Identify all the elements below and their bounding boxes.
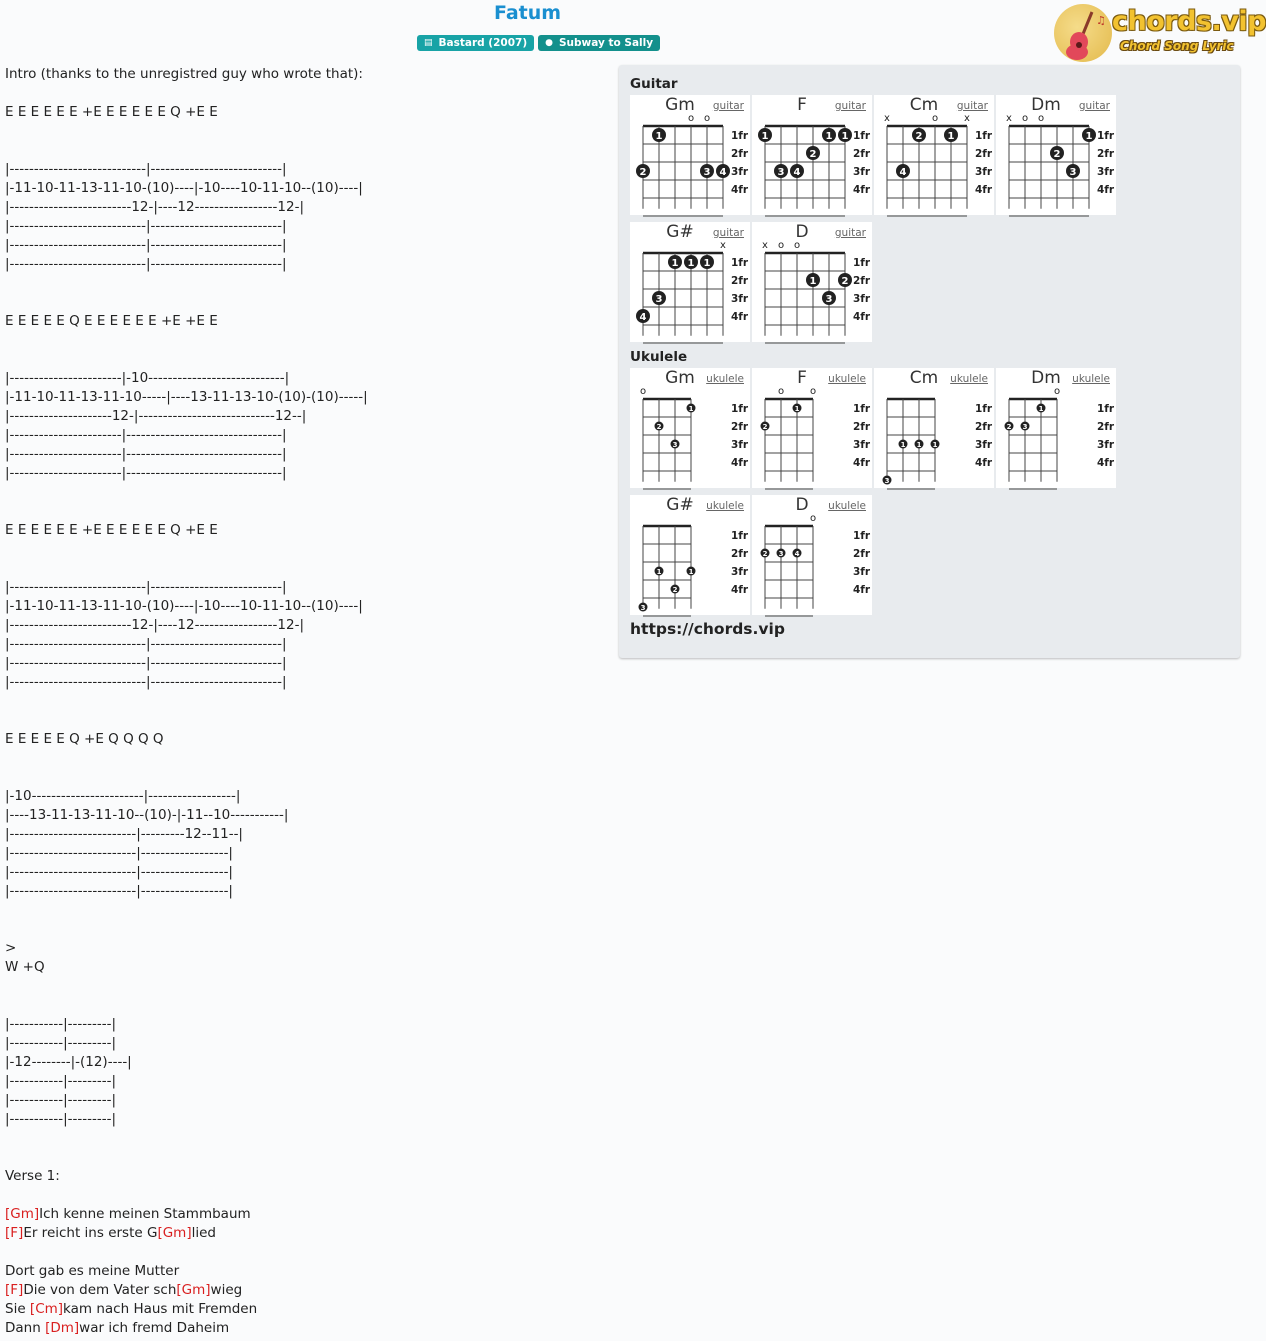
fret-label: 4fr: [1097, 457, 1115, 469]
finger-number: 4: [639, 312, 647, 323]
finger-number: 1: [687, 258, 695, 269]
finger-number: 4: [794, 550, 800, 558]
fret-label: 1fr: [853, 257, 871, 269]
fret-label: 2fr: [975, 148, 993, 160]
lyric-line: [5, 635, 610, 654]
ukulele-section-title: Ukulele: [630, 349, 688, 365]
chord-diagram: [630, 95, 750, 215]
chord-marker[interactable]: [Gm]: [5, 1206, 40, 1222]
lyric-line: [5, 692, 610, 711]
lyric-text: |-12--------|-(12)----|: [5, 1054, 132, 1070]
chord-instrument-link[interactable]: guitar: [1078, 100, 1110, 112]
chord-instrument-link[interactable]: guitar: [834, 100, 866, 112]
lyric-text: Sie: [5, 1301, 30, 1317]
finger-number: 3: [1022, 423, 1028, 431]
fret-label: 2fr: [853, 548, 871, 560]
lyric-text: |--------------------------|------------------|: [5, 845, 233, 861]
guitar-chord-card-gsharp[interactable]: [630, 222, 750, 342]
lyric-line: [5, 730, 610, 749]
chord-diagram: [874, 368, 994, 488]
fret-label: 4fr: [731, 457, 749, 469]
artist-badge-label: Subway to Sally: [559, 37, 654, 49]
fret-label: 1fr: [731, 257, 749, 269]
lyric-line: [5, 1110, 610, 1129]
fret-label: 4fr: [853, 457, 871, 469]
lyric-text: wieg: [210, 1282, 243, 1298]
lyric-line: [5, 388, 610, 407]
finger-number: 3: [703, 167, 711, 178]
logo-brand: chords.vip: [1112, 6, 1266, 37]
fret-label: 4fr: [1097, 184, 1115, 196]
guitar-chord-card-f[interactable]: [752, 95, 872, 215]
open-string-marker: o: [809, 386, 817, 397]
finger-number: 3: [672, 441, 678, 449]
fret-label: 1fr: [1097, 130, 1115, 142]
lyric-text: Er reicht ins erste G: [23, 1225, 158, 1241]
lyric-line: [5, 445, 610, 464]
lyric-line: [5, 1224, 610, 1243]
finger-number: 1: [688, 568, 694, 576]
lyric-line: [5, 521, 610, 540]
chord-marker[interactable]: [F]: [5, 1282, 24, 1298]
lyric-line: [5, 464, 610, 483]
finger-number: 1: [703, 258, 711, 269]
chord-instrument-link[interactable]: ukulele: [706, 373, 744, 385]
finger-number: 3: [825, 294, 833, 305]
finger-number: 1: [655, 131, 663, 142]
muted-string-marker: x: [1006, 113, 1012, 124]
lyric-line: [5, 559, 610, 578]
fret-label: 1fr: [975, 403, 993, 415]
finger-number: 2: [1053, 149, 1061, 160]
finger-number: 1: [688, 405, 694, 413]
open-string-marker: o: [1053, 386, 1061, 397]
chord-instrument-link[interactable]: guitar: [712, 227, 744, 239]
fret-label: 1fr: [1097, 403, 1115, 415]
open-string-marker: o: [703, 113, 711, 124]
lyric-line: [5, 502, 610, 521]
fret-label: 2fr: [731, 421, 749, 433]
lyric-text: Verse 1:: [5, 1168, 60, 1184]
finger-number: 4: [719, 167, 727, 178]
finger-number: 3: [640, 604, 646, 612]
fret-label: 4fr: [853, 311, 871, 323]
lyric-line: [5, 597, 610, 616]
finger-number: 2: [841, 276, 849, 287]
finger-number: 1: [825, 131, 833, 142]
chord-name: Gm: [665, 95, 695, 115]
lyrics-body: [5, 65, 610, 1338]
fret-label: 3fr: [975, 439, 993, 451]
ukulele-chord-card-d[interactable]: [752, 495, 872, 615]
chord-diagram: [630, 495, 750, 615]
chord-instrument-link[interactable]: ukulele: [706, 500, 744, 512]
lyric-line: [5, 217, 610, 236]
lyric-text: |-----------|---------|: [5, 1092, 117, 1108]
book-icon: ▤: [424, 38, 433, 48]
ukulele-chord-card-f[interactable]: [752, 368, 872, 488]
lyric-line: [5, 939, 610, 958]
lyric-text: Dort gab es meine Mutter: [5, 1263, 180, 1279]
guitar-chord-card-gm[interactable]: [630, 95, 750, 215]
lyric-text: >: [5, 940, 17, 956]
lyric-line: [5, 293, 610, 312]
lyric-text: |----13-11-13-11-10--(10)-|-11--10-----------|: [5, 807, 289, 823]
chord-name: G#: [666, 495, 694, 515]
lyric-text: |-----------------------|--------------------------------|: [5, 427, 287, 443]
lyric-line: [5, 65, 610, 84]
open-string-marker: o: [777, 386, 785, 397]
lyric-text: lied: [191, 1225, 216, 1241]
finger-number: 1: [1038, 405, 1044, 413]
chord-diagram: [874, 95, 994, 215]
lyric-line: [5, 1205, 610, 1224]
fret-label: 3fr: [975, 166, 993, 178]
fret-label: 3fr: [731, 566, 749, 578]
lyric-text: |----------------------------|---------------------------|: [5, 161, 287, 177]
open-string-marker: o: [931, 113, 939, 124]
lyric-text: E E E E E Q +E Q Q Q Q: [5, 731, 164, 747]
chord-name: D: [795, 495, 809, 515]
fret-label: 2fr: [731, 148, 749, 160]
open-string-marker: o: [793, 240, 801, 251]
lyric-text: |----------------------------|---------------------------|: [5, 237, 287, 253]
fret-label: 3fr: [853, 566, 871, 578]
lyric-text: |-----------------------|--------------------------------|: [5, 465, 287, 481]
lyric-line: [5, 1034, 610, 1053]
fret-label: 3fr: [1097, 439, 1115, 451]
lyric-line: [5, 350, 610, 369]
open-string-marker: o: [809, 513, 817, 524]
logo-tagline: Chord Song Lyric: [1120, 39, 1234, 53]
lyric-line: [5, 920, 610, 939]
lyric-text: Die von dem Vater sch: [23, 1282, 177, 1298]
lyric-line: [5, 673, 610, 692]
fret-label: 1fr: [975, 130, 993, 142]
lyric-text: |-11-10-11-13-11-10-----|----13-11-13-10-(10)-(10)-----|: [5, 389, 368, 405]
open-string-marker: o: [639, 386, 647, 397]
lyric-text: |----------------------------|---------------------------|: [5, 256, 287, 272]
lyric-text: |-10-----------------------|------------------|: [5, 788, 241, 804]
lyric-text: |----------------------------|---------------------------|: [5, 655, 287, 671]
fret-label: 2fr: [853, 421, 871, 433]
fret-label: 2fr: [853, 148, 871, 160]
lyric-line: [5, 654, 610, 673]
album-badge-label: Bastard (2007): [438, 37, 528, 49]
chord-name: Gm: [665, 368, 695, 388]
fret-label: 3fr: [853, 293, 871, 305]
fret-label: 2fr: [731, 275, 749, 287]
fret-label: 4fr: [975, 184, 993, 196]
finger-number: 4: [899, 167, 907, 178]
lyric-line: [5, 901, 610, 920]
open-string-marker: o: [687, 113, 695, 124]
chord-instrument-link[interactable]: guitar: [834, 227, 866, 239]
fret-label: 4fr: [731, 584, 749, 596]
lyric-line: [5, 1281, 610, 1300]
lyric-text: kam nach Haus mit Fremden: [63, 1301, 258, 1317]
chord-instrument-link[interactable]: ukulele: [1072, 373, 1110, 385]
finger-number: 1: [1085, 131, 1093, 142]
ukulele-chord-card-dm[interactable]: [996, 368, 1116, 488]
lyric-text: E E E E E Q E E E E E E +E +E E: [5, 313, 218, 329]
fret-label: 4fr: [853, 184, 871, 196]
lyric-text: |--------------------------|---------12--11--|: [5, 826, 243, 842]
lyric-line: [5, 711, 610, 730]
lyric-line: [5, 407, 610, 426]
chord-instrument-link[interactable]: guitar: [712, 100, 744, 112]
lyric-text: |-----------|---------|: [5, 1016, 117, 1032]
lyric-text: |-----------|---------|: [5, 1035, 117, 1051]
lyric-text: |-----------------------|--------------------------------|: [5, 446, 287, 462]
lyric-line: [5, 369, 610, 388]
lyric-line: [5, 1243, 610, 1262]
finger-number: 1: [761, 131, 769, 142]
finger-number: 1: [671, 258, 679, 269]
fret-label: 1fr: [853, 530, 871, 542]
finger-number: 1: [900, 441, 906, 449]
finger-number: 1: [932, 441, 938, 449]
finger-number: 2: [656, 423, 662, 431]
finger-number: 2: [1006, 423, 1012, 431]
lyric-line: [5, 1129, 610, 1148]
finger-number: 2: [809, 149, 817, 160]
fret-label: 1fr: [731, 403, 749, 415]
fret-label: 1fr: [731, 130, 749, 142]
lyric-line: [5, 578, 610, 597]
chord-name: G#: [666, 222, 694, 242]
lyric-line: [5, 863, 610, 882]
muted-string-marker: x: [964, 113, 970, 124]
fret-label: 3fr: [731, 293, 749, 305]
lyric-text: Dann: [5, 1320, 46, 1336]
finger-number: 3: [778, 550, 784, 558]
fret-label: 3fr: [731, 166, 749, 178]
fret-label: 4fr: [731, 184, 749, 196]
finger-number: 3: [655, 294, 663, 305]
chord-diagram: [752, 95, 872, 215]
fret-label: 3fr: [853, 166, 871, 178]
chord-name: Cm: [909, 368, 939, 388]
guitar-chord-card-cm[interactable]: [874, 95, 994, 215]
finger-number: 3: [884, 477, 890, 485]
lyric-text: |-11-10-11-13-11-10-(10)----|-10----10-11-10--(10)----|: [5, 180, 363, 196]
chord-diagram: [996, 95, 1116, 215]
finger-number: 3: [777, 167, 785, 178]
fret-label: 2fr: [1097, 421, 1115, 433]
lyric-line: [5, 426, 610, 445]
lyric-text: E E E E E E +E E E E E E Q +E E: [5, 522, 218, 538]
lyric-line: [5, 179, 610, 198]
chord-name: Cm: [909, 95, 939, 115]
lyric-line: [5, 198, 610, 217]
lyric-line: [5, 996, 610, 1015]
finger-number: 3: [1069, 167, 1077, 178]
muted-string-marker: x: [762, 240, 768, 251]
fret-label: 2fr: [853, 275, 871, 287]
lyric-text: |-------------------------12-|----12-----------------12-|: [5, 199, 305, 215]
ukulele-chord-card-gm[interactable]: [630, 368, 750, 488]
finger-number: 2: [639, 167, 647, 178]
muted-string-marker: x: [720, 240, 726, 251]
lyric-line: [5, 1319, 610, 1338]
user-icon: ●: [545, 38, 553, 48]
finger-number: 2: [915, 131, 923, 142]
fret-label: 2fr: [731, 548, 749, 560]
finger-number: 1: [794, 405, 800, 413]
lyric-line: [5, 540, 610, 559]
lyric-line: [5, 84, 610, 103]
lyric-line: [5, 616, 610, 635]
chord-name: F: [797, 368, 807, 388]
site-url[interactable]: https://chords.vip: [630, 620, 785, 638]
chord-diagram: [630, 222, 750, 342]
fret-label: 1fr: [853, 403, 871, 415]
lyric-text: |---------------------12-|----------------------------12--|: [5, 408, 307, 424]
fret-label: 2fr: [1097, 148, 1115, 160]
fret-label: 4fr: [853, 584, 871, 596]
muted-string-marker: x: [884, 113, 890, 124]
chord-diagram: [752, 368, 872, 488]
lyric-text: |-----------------------|-10----------------------------|: [5, 370, 290, 386]
ukulele-chord-card-cm[interactable]: [874, 368, 994, 488]
lyric-line: [5, 1053, 610, 1072]
album-badge[interactable]: [417, 35, 534, 51]
lyric-text: |-11-10-11-13-11-10-(10)----|-10----10-11-10--(10)----|: [5, 598, 363, 614]
lyric-line: [5, 825, 610, 844]
lyric-line: [5, 141, 610, 160]
chord-name: F: [797, 95, 807, 115]
finger-number: 2: [672, 586, 678, 594]
lyric-text: |--------------------------|------------------|: [5, 864, 233, 880]
chord-name: D: [795, 222, 809, 242]
lyric-text: Intro (thanks to the unregistred guy who wrote that):: [5, 66, 363, 82]
lyric-text: |--------------------------|------------------|: [5, 883, 233, 899]
svg-text:♫: ♫: [1096, 14, 1106, 27]
site-logo[interactable]: [1054, 4, 1266, 62]
chord-marker[interactable]: [Gm]: [157, 1225, 192, 1241]
finger-number: 1: [656, 568, 662, 576]
song-badges: [417, 35, 660, 51]
chord-marker[interactable]: [F]: [5, 1225, 24, 1241]
chord-marker[interactable]: [Gm]: [176, 1282, 211, 1298]
lyric-text: |----------------------------|---------------------------|: [5, 579, 287, 595]
lyric-line: [5, 255, 610, 274]
lyric-line: [5, 882, 610, 901]
lyric-text: war ich fremd Daheim: [79, 1320, 230, 1336]
lyric-line: [5, 1072, 610, 1091]
lyric-line: [5, 787, 610, 806]
open-string-marker: o: [1037, 113, 1045, 124]
finger-number: 1: [916, 441, 922, 449]
lyric-text: E E E E E E +E E E E E E Q +E E: [5, 104, 218, 120]
chord-name: Dm: [1031, 95, 1061, 115]
lyric-line: [5, 749, 610, 768]
chord-panel: [619, 65, 1240, 658]
lyric-line: [5, 122, 610, 141]
lyric-text: W +Q: [5, 959, 45, 975]
lyric-line: [5, 274, 610, 293]
chord-instrument-link[interactable]: ukulele: [828, 373, 866, 385]
guitar-chord-card-dm[interactable]: [996, 95, 1116, 215]
finger-number: 4: [793, 167, 801, 178]
lyric-line: [5, 236, 610, 255]
lyric-line: [5, 312, 610, 331]
finger-number: 1: [841, 131, 849, 142]
chord-name: Dm: [1031, 368, 1061, 388]
lyric-text: |----------------------------|---------------------------|: [5, 674, 287, 690]
lyric-text: |----------------------------|---------------------------|: [5, 218, 287, 234]
lyric-line: [5, 160, 610, 179]
lyric-text: |-----------|---------|: [5, 1073, 117, 1089]
lyric-line: [5, 483, 610, 502]
fret-label: 1fr: [853, 130, 871, 142]
chord-instrument-link[interactable]: ukulele: [950, 373, 988, 385]
chord-diagram: [752, 495, 872, 615]
fret-label: 4fr: [731, 311, 749, 323]
fret-label: 2fr: [975, 421, 993, 433]
chord-diagram: [752, 222, 872, 342]
lyric-line: [5, 1091, 610, 1110]
finger-number: 1: [809, 276, 817, 287]
ukulele-icon: [1062, 8, 1106, 60]
lyric-text: |-------------------------12-|----12-----------------12-|: [5, 617, 305, 633]
open-string-marker: o: [777, 240, 785, 251]
lyric-text: |----------------------------|---------------------------|: [5, 636, 287, 652]
guitar-section-title: Guitar: [630, 76, 678, 92]
song-title: Fatum: [493, 2, 562, 24]
lyric-text: Ich kenne meinen Stammbaum: [39, 1206, 251, 1222]
chord-instrument-link[interactable]: guitar: [956, 100, 988, 112]
lyric-line: [5, 844, 610, 863]
fret-label: 3fr: [853, 439, 871, 451]
guitar-chord-card-d[interactable]: [752, 222, 872, 342]
lyric-line: [5, 768, 610, 787]
chord-diagram: [630, 368, 750, 488]
lyric-line: [5, 1148, 610, 1167]
artist-badge[interactable]: [538, 35, 660, 51]
finger-number: 2: [762, 423, 768, 431]
lyric-line: [5, 977, 610, 996]
lyric-line: [5, 1015, 610, 1034]
fret-label: 4fr: [975, 457, 993, 469]
lyric-text: |-----------|---------|: [5, 1111, 117, 1127]
finger-number: 2: [762, 550, 768, 558]
fret-label: 1fr: [731, 530, 749, 542]
chord-diagram: [996, 368, 1116, 488]
lyric-line: [5, 806, 610, 825]
fret-label: 3fr: [1097, 166, 1115, 178]
lyric-line: [5, 103, 610, 122]
lyric-line: [5, 958, 610, 977]
ukulele-chord-card-gsharp[interactable]: [630, 495, 750, 615]
fret-label: 3fr: [731, 439, 749, 451]
lyric-line: [5, 331, 610, 350]
lyric-line: [5, 1300, 610, 1319]
lyric-line: [5, 1262, 610, 1281]
finger-number: 1: [947, 131, 955, 142]
chord-instrument-link[interactable]: ukulele: [828, 500, 866, 512]
lyric-line: [5, 1167, 610, 1186]
chord-marker[interactable]: [Cm]: [29, 1301, 64, 1317]
chord-marker[interactable]: [Dm]: [45, 1320, 80, 1336]
open-string-marker: o: [1021, 113, 1029, 124]
lyric-line: [5, 1186, 610, 1205]
